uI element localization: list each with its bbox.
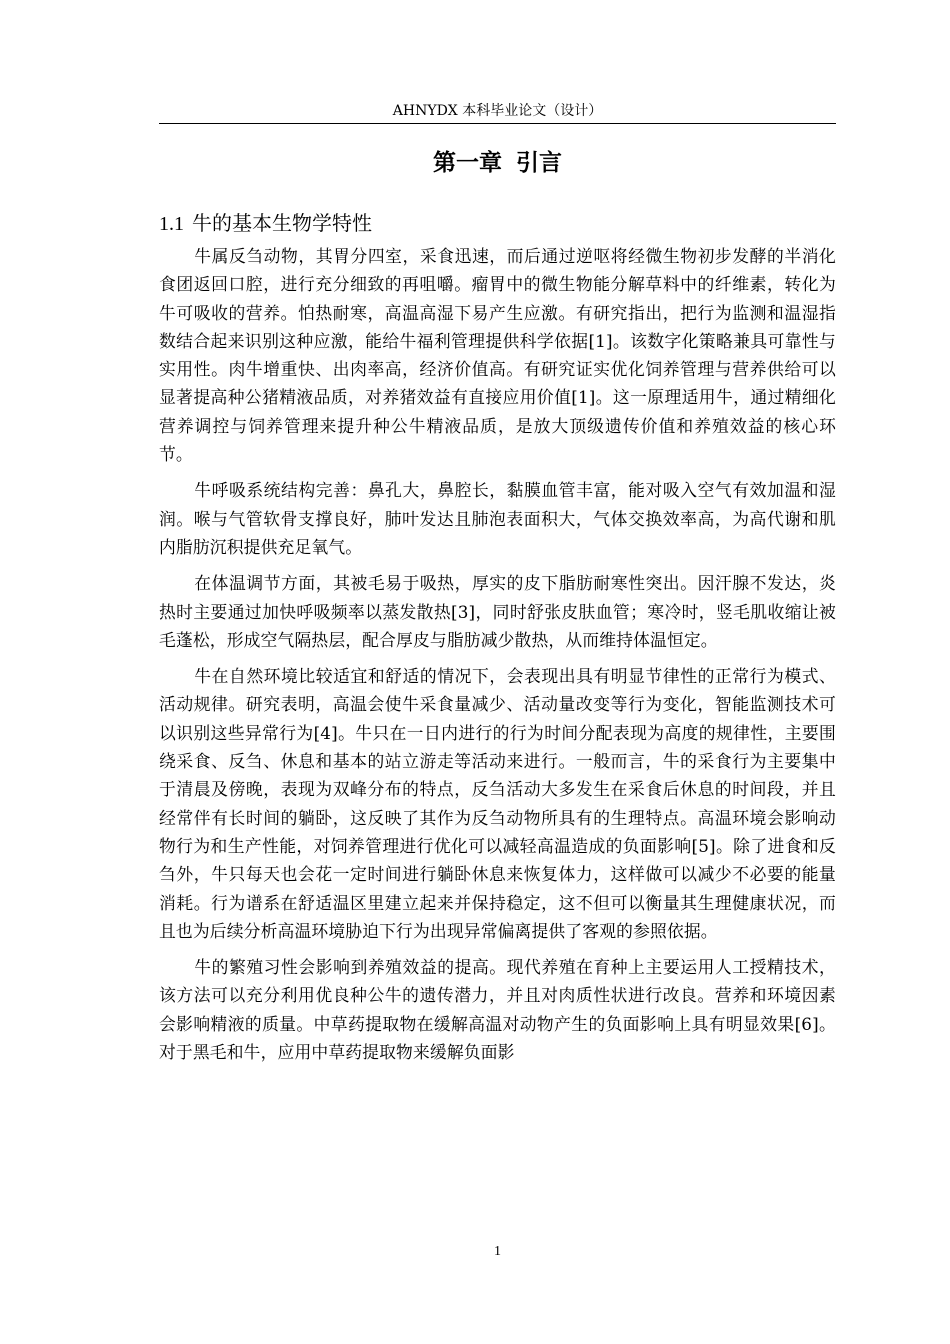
section-title: 牛的基本生物学特性	[192, 211, 372, 235]
paragraph: 在体温调节方面，其被毛易于吸热，厚实的皮下脂肪耐寒性突出。因汗腺不发达，炎热时主要通过加快呼吸频率以蒸发散热[3]，同时舒张皮肤血管；寒冷时，竖毛肌收缩让被毛蓬松，形成空气隔热层，配合厚皮与脂肪减少散热，从而维持体温恒定。	[159, 573, 836, 650]
header-rule	[159, 123, 836, 124]
body-text	[159, 242, 836, 1074]
chapter-title: 第一章 引言	[432, 150, 562, 176]
paragraph: 牛呼吸系统结构完善：鼻孔大，鼻腔长，黏膜血管丰富，能对吸入空气有效加温和湿润。喉与气管软骨支撑良好，肺叶发达且肺泡表面积大，气体交换效率高，为高代谢和肌内脂肪沉积提供充足氧气。	[159, 480, 836, 557]
paragraph: 牛在自然环境比较适宜和舒适的情况下，会表现出具有明显节律性的正常行为模式、活动规律。研究表明，高温会使牛采食量减少、活动量改变等行为变化，智能监测技术可以识别这些异常行为[4]。牛只在一日内进行的行为时间分配表现为高度的规律性，主要围绕采食、反刍、休息和基本的站立游走等活动来进行。一般而言，牛的采食行为主要集中于清晨及傍晚，表现为双峰分布的特点，反刍活动大多发生在采食后休息的时间段，并且经常伴有长时间的躺卧，这反映了其作为反刍动物所具有的生理特点。高温环境会影响动物行为和生产性能，对饲养管理进行优化可以减轻高温造成的负面影响[5]。除了进食和反刍外，牛只每天也会花一定时间进行躺卧休息来恢复体力，这样做可以减少不必要的能量消耗。行为谱系在舒适温区里建立起来并保持稳定，这不但可以衡量其生理健康状况，而且也为后续分析高温环境胁迫下行为出现异常偏离提供了客观的参照依据。	[159, 666, 836, 941]
running-header: AHNYDX 本科毕业论文（设计）	[392, 103, 603, 119]
section-number: 1.1	[159, 213, 184, 235]
page-number: 1	[494, 1244, 501, 1259]
section-heading	[159, 207, 372, 240]
paragraph: 牛的繁殖习性会影响到养殖效益的提高。现代养殖在育种上主要运用人工授精技术，该方法可以充分利用优良种公牛的遗传潜力，并且对肉质性状进行改良。营养和环境因素会影响精液的质量。中草药提取物在缓解高温对动物产生的负面影响上具有明显效果[6]。对于黑毛和牛，应用中草药提取物来缓解负面影	[159, 957, 836, 1063]
paragraph: 牛属反刍动物，其胃分四室，采食迅速，而后通过逆呕将经微生物初步发酵的半消化食团返回口腔，进行充分细致的再咀嚼。瘤胃中的微生物能分解草料中的纤维素，转化为牛可吸收的营养。怕热耐寒，高温高湿下易产生应激。有研究指出，把行为监测和温湿指数结合起来识别这种应激，能给牛福利管理提供科学依据[1]。该数字化策略兼具可靠性与实用性。肉牛增重快、出肉率高，经济价值高。有研究证实优化饲养管理与营养供给可以显著提高种公猪精液品质，对养猪效益有直接应用价值[1]。这一原理适用牛，通过精细化营养调控与饲养管理来提升种公牛精液品质，是放大顶级遗传价值和养殖效益的核心环节。	[159, 246, 836, 465]
